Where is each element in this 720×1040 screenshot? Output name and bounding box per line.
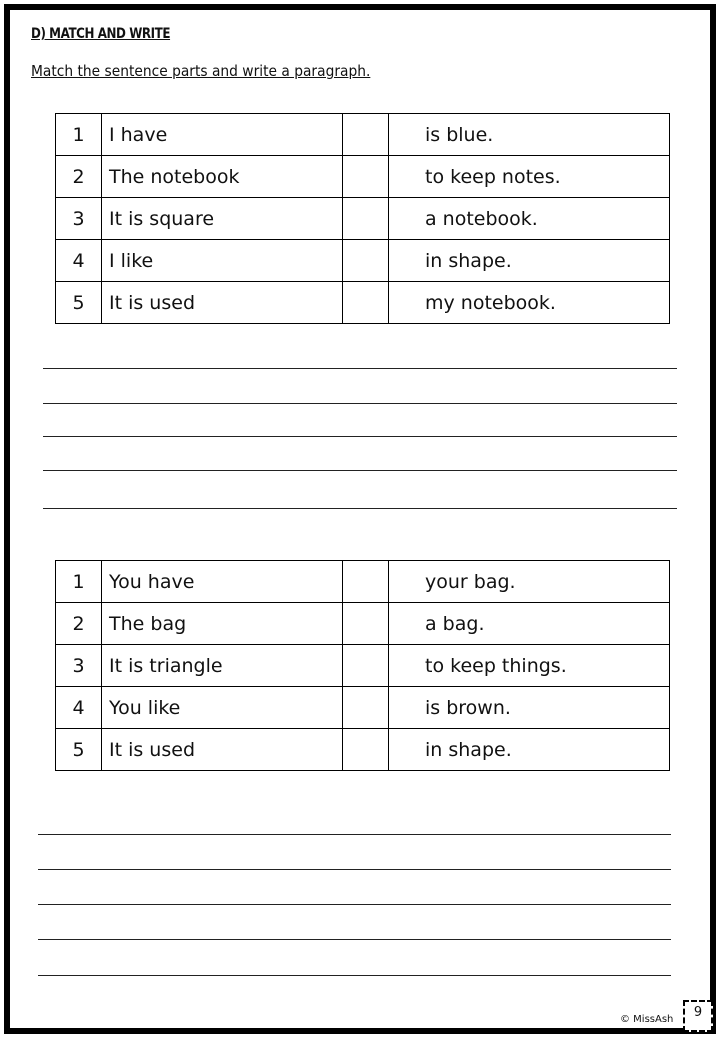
writing-line[interactable] (43, 368, 677, 369)
table-row (56, 603, 670, 645)
row-number: 3 (56, 198, 102, 240)
table-row (56, 114, 670, 156)
answer-blank[interactable] (343, 156, 389, 198)
table-row (56, 282, 670, 324)
instruction-text: Match the sentence parts and write a paragraph. (31, 62, 371, 80)
answer-blank[interactable] (343, 645, 389, 687)
answer-blank[interactable] (343, 114, 389, 156)
row-number: 2 (56, 603, 102, 645)
sentence-end: a notebook. (389, 198, 670, 240)
row-number: 5 (56, 729, 102, 771)
sentence-end: in shape. (389, 240, 670, 282)
answer-blank[interactable] (343, 240, 389, 282)
answer-blank[interactable] (343, 729, 389, 771)
table-row (56, 645, 670, 687)
table-row (56, 156, 670, 198)
table-row (56, 729, 670, 771)
answer-blank[interactable] (343, 561, 389, 603)
sentence-end: a bag. (389, 603, 670, 645)
sentence-end: to keep notes. (389, 156, 670, 198)
row-number: 4 (56, 687, 102, 729)
writing-line[interactable] (43, 403, 677, 404)
row-number: 5 (56, 282, 102, 324)
sentence-start: It is used (102, 729, 343, 771)
sentence-start: I have (102, 114, 343, 156)
sentence-start: The notebook (102, 156, 343, 198)
sentence-start: It is square (102, 198, 343, 240)
writing-line[interactable] (38, 939, 671, 940)
sentence-end: is blue. (389, 114, 670, 156)
sentence-start: It is used (102, 282, 343, 324)
sentence-start: You have (102, 561, 343, 603)
page-number: 9 (683, 1000, 713, 1032)
answer-blank[interactable] (343, 687, 389, 729)
answer-blank[interactable] (343, 198, 389, 240)
table-row (56, 561, 670, 603)
sentence-end: is brown. (389, 687, 670, 729)
writing-line[interactable] (38, 904, 671, 905)
section-heading: D) MATCH AND WRITE (31, 26, 171, 42)
answer-blank[interactable] (343, 282, 389, 324)
sentence-start: The bag (102, 603, 343, 645)
writing-line[interactable] (43, 470, 677, 471)
match-table-2 (55, 560, 670, 771)
answer-blank[interactable] (343, 603, 389, 645)
sentence-end: in shape. (389, 729, 670, 771)
writing-line[interactable] (38, 975, 671, 976)
copyright: © MissAsh (620, 1014, 674, 1025)
writing-line[interactable] (43, 436, 677, 437)
sentence-end: my notebook. (389, 282, 670, 324)
row-number: 2 (56, 156, 102, 198)
sentence-end: your bag. (389, 561, 670, 603)
row-number: 1 (56, 114, 102, 156)
row-number: 3 (56, 645, 102, 687)
row-number: 4 (56, 240, 102, 282)
sentence-start: You like (102, 687, 343, 729)
writing-line[interactable] (43, 508, 677, 509)
table-row (56, 198, 670, 240)
writing-line[interactable] (38, 834, 671, 835)
sentence-end: to keep things. (389, 645, 670, 687)
table-row (56, 687, 670, 729)
writing-line[interactable] (38, 869, 671, 870)
table-row (56, 240, 670, 282)
row-number: 1 (56, 561, 102, 603)
match-table-1 (55, 113, 670, 324)
sentence-start: It is triangle (102, 645, 343, 687)
sentence-start: I like (102, 240, 343, 282)
